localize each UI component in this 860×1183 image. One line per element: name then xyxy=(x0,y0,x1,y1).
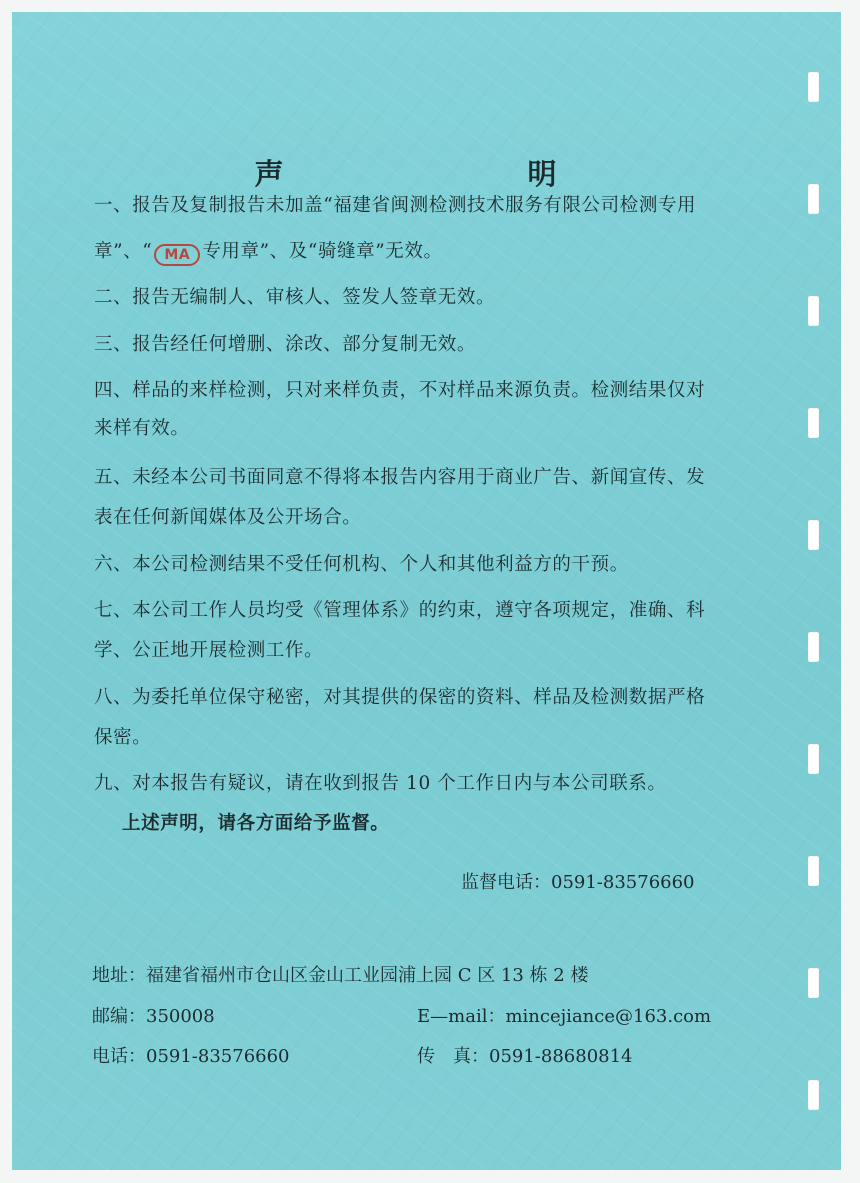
postcode-label: 邮编： xyxy=(92,1006,146,1027)
statement-line: 四、样品的来样检测，只对来样负责，不对样品来源负责。检测结果仅对 xyxy=(94,380,706,401)
statement-text: 专用章”、及“骑缝章”无效。 xyxy=(202,241,443,262)
binding-hole xyxy=(808,856,819,886)
binding-hole xyxy=(808,520,819,550)
binding-hole xyxy=(808,968,819,998)
email-label: E—mail： xyxy=(417,1006,506,1027)
address-label: 地址： xyxy=(92,965,146,986)
phone-value: 0591-83576660 xyxy=(146,1046,290,1067)
postcode-value: 350008 xyxy=(146,1006,215,1027)
cma-stamp-icon: MA xyxy=(154,244,200,266)
postcode-row xyxy=(92,1002,215,1028)
binding-hole xyxy=(808,408,819,438)
statement-text: 章”、“ xyxy=(94,241,153,262)
fax-value: 0591-88680814 xyxy=(489,1046,633,1067)
statement-line: 八、为委托单位保守秘密，对其提供的保密的资料、样品及检测数据严格 xyxy=(94,687,706,708)
statement-line: 表在任何新闻媒体及公开场合。 xyxy=(94,507,362,528)
statement-line: 保密。 xyxy=(94,727,152,748)
supervision-number: 0591-83576660 xyxy=(551,872,695,893)
statement-line: 五、未经本公司书面同意不得将本报告内容用于商业广告、新闻宣传、发 xyxy=(94,467,706,488)
phone-label: 电话： xyxy=(92,1046,146,1067)
statement-line: 六、本公司检测结果不受任何机构、个人和其他利益方的干预。 xyxy=(94,554,629,575)
statement-line: 九、对本报告有疑议，请在收到报告 10 个工作日内与本公司联系。 xyxy=(94,773,667,794)
fax-row xyxy=(417,1042,633,1068)
email-value: mincejiance@163.com xyxy=(505,1006,712,1027)
statement-line: 学、公正地开展检测工作。 xyxy=(94,640,324,661)
phone-row xyxy=(92,1042,290,1068)
statement-line: 二、报告无编制人、审核人、签发人签章无效。 xyxy=(94,287,496,308)
supervision-label: 监督电话： xyxy=(461,872,551,893)
statement-page xyxy=(12,12,841,1170)
supervision-phone xyxy=(461,868,695,894)
page-title: 声 明 xyxy=(254,157,619,191)
statement-line: 来样有效。 xyxy=(94,418,190,439)
statement-line: 七、本公司工作人员均受《管理体系》的约束，遵守各项规定，准确、科 xyxy=(94,600,706,621)
address-value: 福建省福州市仓山区金山工业园浦上园 C 区 13 栋 2 楼 xyxy=(146,965,589,986)
binding-hole xyxy=(808,72,819,102)
closing-statement: 上述声明，请各方面给予监督。 xyxy=(122,813,390,834)
address-row xyxy=(92,961,588,987)
email-row xyxy=(417,1002,711,1028)
binding-hole xyxy=(808,632,819,662)
statement-line: 一、报告及复制报告未加盖“福建省闽测检测技术服务有限公司检测专用 xyxy=(94,195,697,216)
statement-line-cma xyxy=(94,237,443,266)
fax-label: 传 真： xyxy=(417,1046,489,1067)
statement-line: 三、报告经任何增删、涂改、部分复制无效。 xyxy=(94,334,477,355)
binding-hole xyxy=(808,296,819,326)
binding-hole xyxy=(808,744,819,774)
binding-hole xyxy=(808,1080,819,1110)
